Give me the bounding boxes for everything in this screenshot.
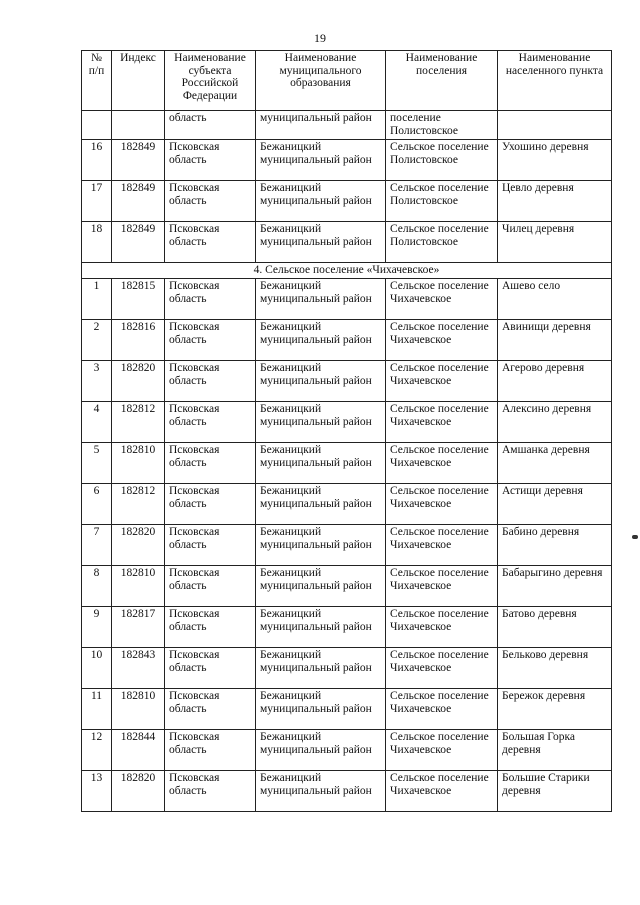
cell-municipality: Бежаницкий муниципальный район [256,771,386,812]
cell-region: Псковская область [165,771,256,812]
cell-number: 4 [82,402,112,443]
cell-number: 10 [82,648,112,689]
cell-municipality: Бежаницкий муниципальный район [256,689,386,730]
cell-index: 182820 [112,361,165,402]
cell-locality: Ашево село [498,279,612,320]
cell-region: Псковская область [165,607,256,648]
header-settlement: Наименование поселения [386,51,498,111]
cell-number: 9 [82,607,112,648]
cell-region: Псковская область [165,181,256,222]
cell-region: область [165,111,256,140]
cell-index: 182820 [112,525,165,566]
cell-settlement: Сельское поселение Полистовское [386,222,498,263]
cell-municipality: Бежаницкий муниципальный район [256,443,386,484]
table-row [82,566,612,607]
cell-settlement: Сельское поселение Чихачевское [386,730,498,771]
cell-municipality: Бежаницкий муниципальный район [256,320,386,361]
cell-number [82,111,112,140]
cell-locality: Бельково деревня [498,648,612,689]
cell-region: Псковская область [165,443,256,484]
cell-number: 5 [82,443,112,484]
cell-index: 182810 [112,566,165,607]
cell-region: Псковская область [165,402,256,443]
cell-settlement: Сельское поселение Чихачевское [386,320,498,361]
cell-number: 12 [82,730,112,771]
header-number: № п/п [82,51,112,111]
cell-locality: Бабарыгино деревня [498,566,612,607]
cell-locality: Батово деревня [498,607,612,648]
cell-index: 182844 [112,730,165,771]
cell-municipality: Бежаницкий муниципальный район [256,566,386,607]
cell-index: 182843 [112,648,165,689]
table-row [82,730,612,771]
cell-settlement: Сельское поселение Чихачевское [386,443,498,484]
cell-region: Псковская область [165,525,256,566]
cell-settlement: Сельское поселение Полистовское [386,140,498,181]
cell-municipality: Бежаницкий муниципальный район [256,484,386,525]
cell-locality: Бережок деревня [498,689,612,730]
cell-locality: Алексино деревня [498,402,612,443]
cell-region: Псковская область [165,222,256,263]
table-row [82,222,612,263]
cell-settlement: Сельское поселение Чихачевское [386,402,498,443]
cell-municipality: Бежаницкий муниципальный район [256,525,386,566]
cell-index: 182820 [112,771,165,812]
cell-number: 16 [82,140,112,181]
header-locality: Наименование населенного пункта [498,51,612,111]
cell-index: 182815 [112,279,165,320]
cell-index: 182849 [112,222,165,263]
section-row [82,263,612,279]
cell-index: 182812 [112,402,165,443]
cell-region: Псковская область [165,566,256,607]
cell-region: Псковская область [165,320,256,361]
scan-mark [632,535,638,539]
cell-locality: Астищи деревня [498,484,612,525]
cell-index: 182816 [112,320,165,361]
cell-municipality: Бежаницкий муниципальный район [256,607,386,648]
cell-settlement: Сельское поселение Чихачевское [386,279,498,320]
cell-settlement: Сельское поселение Чихачевское [386,484,498,525]
cell-number: 3 [82,361,112,402]
cell-municipality: Бежаницкий муниципальный район [256,402,386,443]
table-row [82,140,612,181]
table-row [82,771,612,812]
cell-region: Псковская область [165,484,256,525]
cell-settlement: Сельское поселение Чихачевское [386,607,498,648]
header-index: Индекс [112,51,165,111]
cell-locality: Амшанка деревня [498,443,612,484]
cell-settlement: Сельское поселение Чихачевское [386,566,498,607]
cell-index: 182812 [112,484,165,525]
cell-locality: Агерово деревня [498,361,612,402]
cell-locality: Авинищи деревня [498,320,612,361]
table-row [82,484,612,525]
cell-municipality: муниципальный район [256,111,386,140]
section-title: 4. Сельское поселение «Чихачевское» [82,263,612,279]
cell-region: Псковская область [165,648,256,689]
table-row [82,648,612,689]
cell-region: Псковская область [165,361,256,402]
cell-municipality: Бежаницкий муниципальный район [256,222,386,263]
cell-region: Псковская область [165,140,256,181]
header-region: Наименование субъекта Российской Федерации [165,51,256,111]
cell-settlement: Сельское поселение Чихачевское [386,525,498,566]
cell-municipality: Бежаницкий муниципальный район [256,361,386,402]
table-row-continued [82,111,612,140]
cell-municipality: Бежаницкий муниципальный район [256,730,386,771]
settlements-table [81,50,612,812]
cell-locality: Большая Горка деревня [498,730,612,771]
cell-locality: Бабино деревня [498,525,612,566]
cell-settlement: Сельское поселение Чихачевское [386,648,498,689]
cell-settlement: Сельское поселение Чихачевское [386,361,498,402]
header-municipality: Наименование муниципального образования [256,51,386,111]
cell-locality: Чилец деревня [498,222,612,263]
cell-municipality: Бежаницкий муниципальный район [256,181,386,222]
cell-municipality: Бежаницкий муниципальный район [256,648,386,689]
cell-locality: Большие Старики деревня [498,771,612,812]
cell-index: 182810 [112,689,165,730]
table-row [82,443,612,484]
table-row [82,689,612,730]
table-row [82,320,612,361]
table-row [82,181,612,222]
cell-number: 11 [82,689,112,730]
table-row [82,279,612,320]
cell-municipality: Бежаницкий муниципальный район [256,279,386,320]
cell-municipality: Бежаницкий муниципальный район [256,140,386,181]
cell-settlement: поселение Полистовское [386,111,498,140]
cell-number: 8 [82,566,112,607]
cell-index: 182810 [112,443,165,484]
cell-locality [498,111,612,140]
table-row [82,525,612,566]
cell-region: Псковская область [165,279,256,320]
page-number: 19 [314,31,326,45]
table-row [82,607,612,648]
table-header [82,51,612,111]
cell-settlement: Сельское поселение Полистовское [386,181,498,222]
cell-number: 6 [82,484,112,525]
cell-settlement: Сельское поселение Чихачевское [386,689,498,730]
table-row [82,402,612,443]
cell-locality: Ухошино деревня [498,140,612,181]
cell-region: Псковская область [165,689,256,730]
cell-index: 182849 [112,140,165,181]
cell-settlement: Сельское поселение Чихачевское [386,771,498,812]
cell-number: 13 [82,771,112,812]
table-row [82,361,612,402]
cell-number: 1 [82,279,112,320]
cell-number: 2 [82,320,112,361]
cell-number: 7 [82,525,112,566]
cell-number: 17 [82,181,112,222]
cell-region: Псковская область [165,730,256,771]
cell-index: 182817 [112,607,165,648]
cell-locality: Цевло деревня [498,181,612,222]
cell-number: 18 [82,222,112,263]
cell-index: 182849 [112,181,165,222]
table-body [82,111,612,812]
cell-index [112,111,165,140]
